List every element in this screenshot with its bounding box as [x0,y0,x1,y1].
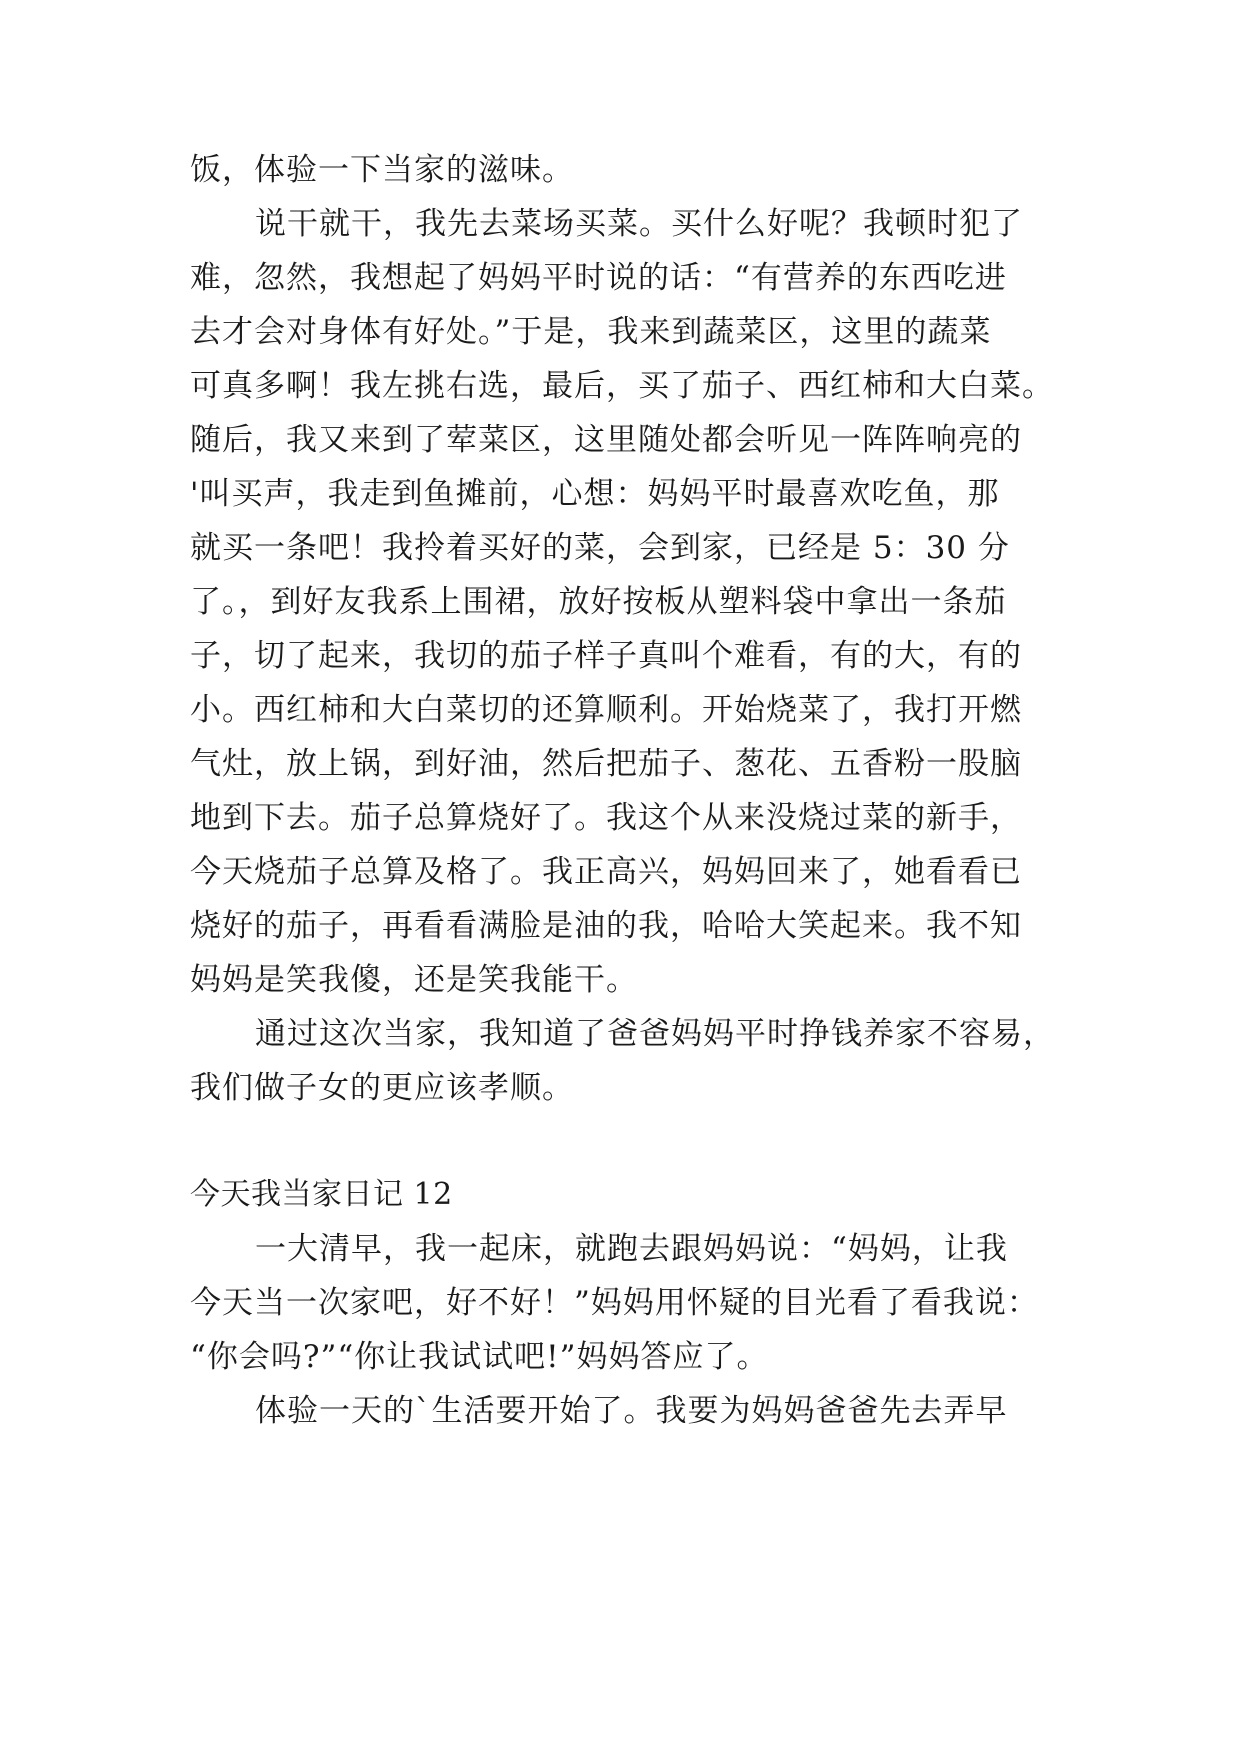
text-line: 地到下去。茄子总算烧好了。我这个从来没烧过菜的新手， [190,800,1022,836]
text-line: 难，忽然，我想起了妈妈平时说的话：“有营养的东西吃进 [190,260,1007,296]
text-line: 可真多啊！我左挑右选，最后，买了茄子、西红柿和大白菜。 [190,368,1054,404]
text-line: 去才会对身体有好处。”于是，我来到蔬菜区，这里的蔬菜 [190,314,992,350]
text-line: 子，切了起来，我切的茄子样子真叫个难看，有的大，有的 [190,638,1022,674]
text-line: 烧好的茄子，再看看满脸是油的我，哈哈大笑起来。我不知 [190,908,1022,944]
paragraph-start: 一大清早，我一起床，就跑去跟妈妈说：“妈妈，让我 [255,1231,1008,1267]
text-line: 了。，到好友我系上围裙，放好按板从塑料袋中拿出一条茄 [190,584,1007,620]
paragraph-start: 通过这次当家，我知道了爸爸妈妈平时挣钱养家不容易， [255,1016,1055,1052]
text-line: 今天当一次家吧，好不好！”妈妈用怀疑的目光看了看我说： [190,1285,1039,1321]
text-line: 妈妈是笑我傻，还是笑我能干。 [190,962,638,998]
paragraph-start: 说干就干，我先去菜场买菜。买什么好呢？我顿时犯了 [255,206,1023,242]
text-line: 随后，我又来到了荤菜区，这里随处都会听见一阵阵响亮的 [190,422,1022,458]
paragraph-start: 体验一天的`生活要开始了。我要为妈妈爸爸先去弄早 [255,1393,1008,1429]
text-line: 饭，体验一下当家的滋味。 [190,152,574,188]
text-line: 就买一条吧！我拎着买好的菜，会到家，已经是 5：30 分 [190,530,1010,566]
text-line: “你会吗?”“你让我试试吧!”妈妈答应了。 [190,1339,769,1375]
text-line: 我们做子女的更应该孝顺。 [190,1070,574,1106]
entry-heading: 今天我当家日记 12 [190,1177,453,1212]
text-line: 今天烧茄子总算及格了。我正高兴，妈妈回来了，她看看已 [190,854,1022,890]
text-line: '叫买声，我走到鱼摊前，心想：妈妈平时最喜欢吃鱼，那 [190,476,1000,512]
text-line: 小。西红柿和大白菜切的还算顺利。开始烧菜了，我打开燃 [190,692,1022,728]
text-line: 气灶，放上锅，到好油，然后把茄子、葱花、五香粉一股脑 [190,746,1022,782]
